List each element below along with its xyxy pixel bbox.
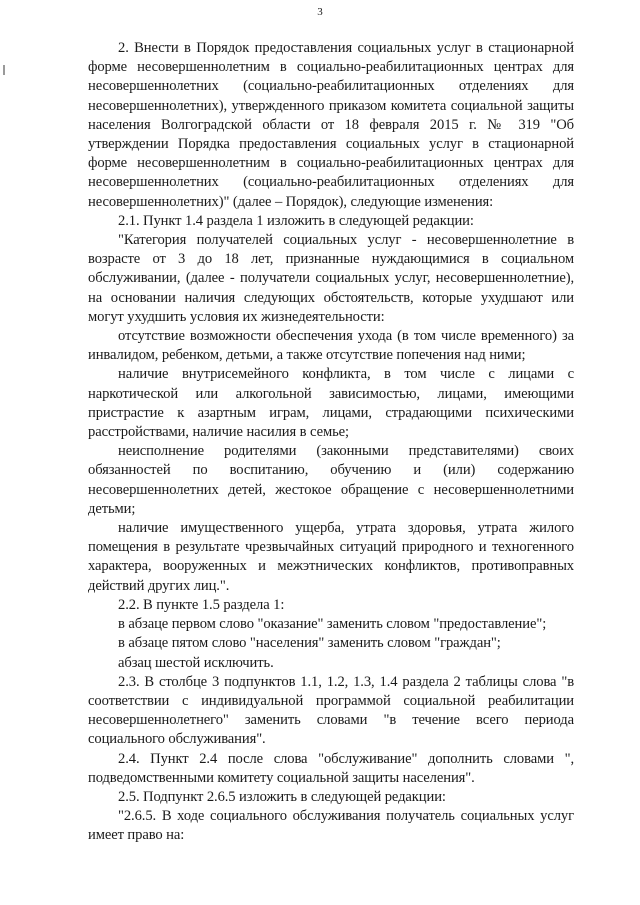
paragraph-first-clause: в абзаце первом слово "оказание" заменить словом "предоставление"; bbox=[118, 616, 547, 633]
paragraph-property-damage: наличие имущественного ущерба, утрата здоровья, утрата жилого помещения в результате чрезвычайных ситуаций природного и техногенного характера, вооруженных и межэтнических конфликтов, противоправных действий других лиц.". bbox=[88, 520, 574, 594]
paragraph-recipient-category: "Категория получателей социальных услуг - несовершеннолетние в возрасте от 3 до 18 лет, признанные нуждающимися в социальном обслуживании, (далее - получатели социальных услуг, несовершеннолетние), на основании наличия следующих обстоятельств, которые ухудшают или могут ухудшить условия их жизнедеятельности: bbox=[88, 232, 574, 325]
paragraph-2-4: 2.4. Пункт 2.4 после слова "обслуживание" дополнить словами ", подведомственными комитету социальной защиты населения". bbox=[88, 750, 574, 786]
margin-scan-mark bbox=[3, 65, 5, 75]
paragraph-fifth-clause: в абзаце пятом слово "населения" заменить словом "граждан"; bbox=[118, 635, 501, 652]
paragraph-2-2: 2.2. В пункте 1.5 раздела 1: bbox=[118, 596, 285, 613]
paragraph-2-3: 2.3. В столбце 3 подпунктов 1.1, 1.2, 1.3, 1.4 раздела 2 таблицы слова "в соответствии с индивидуальной программой социальной реабилитации несовершеннолетнего" заменить словами "в течение всего периода социального обслуживания". bbox=[88, 673, 574, 748]
paragraph-sixth-clause: абзац шестой исключить. bbox=[118, 654, 274, 671]
paragraph-parental-duties: неисполнение родителями (законными представителями) своих обязанностей по воспитанию, обучению и (или) содержанию несовершеннолетних детей, жестокое обращение с несовершеннолетними детьми; bbox=[88, 443, 574, 517]
paragraph-family-conflict: наличие внутрисемейного конфликта, в том числе с лицами с наркотической или алкогольной зависимостью, лицами, имеющими пристрастие к азартным играм, лицами, страдающими психическими расстройствами, наличие насилия в семье; bbox=[88, 366, 574, 441]
paragraph-2-6-5: "2.6.5. В ходе социального обслуживания получатель социальных услуг имеет право на: bbox=[88, 808, 574, 844]
paragraph-2-1: 2.1. Пункт 1.4 раздела 1 изложить в следующей редакции: bbox=[118, 212, 474, 229]
document-body bbox=[88, 39, 574, 846]
paragraph-2-5: 2.5. Подпункт 2.6.5 изложить в следующей редакции: bbox=[118, 788, 446, 805]
paragraph-amendment-intro: 2. Внести в Порядок предоставления социальных услуг в стационарной форме несовершеннолетним в социально-реабилитационных центрах для несовершеннолетних (социально-реабилитационных отделениях для несовершеннолетних), утвержденного приказом комитета социальной защиты населения Волгоградской области от 18 февраля 2015 г. № 319 "Об утверждении Порядка предоставления социальных услуг в стационарной форме несовершеннолетним в социально-реабилитационных центрах для несовершеннолетних (социально-реабилитационных отделениях для несовершеннолетних)" (далее – Порядок), следующие изменения: bbox=[88, 40, 574, 210]
page-number: 3 bbox=[317, 6, 323, 18]
paragraph-care-absence: отсутствие возможности обеспечения ухода (в том числе временного) за инвалидом, ребенком, детьми, а также отсутствие попечения над ними; bbox=[88, 328, 574, 364]
